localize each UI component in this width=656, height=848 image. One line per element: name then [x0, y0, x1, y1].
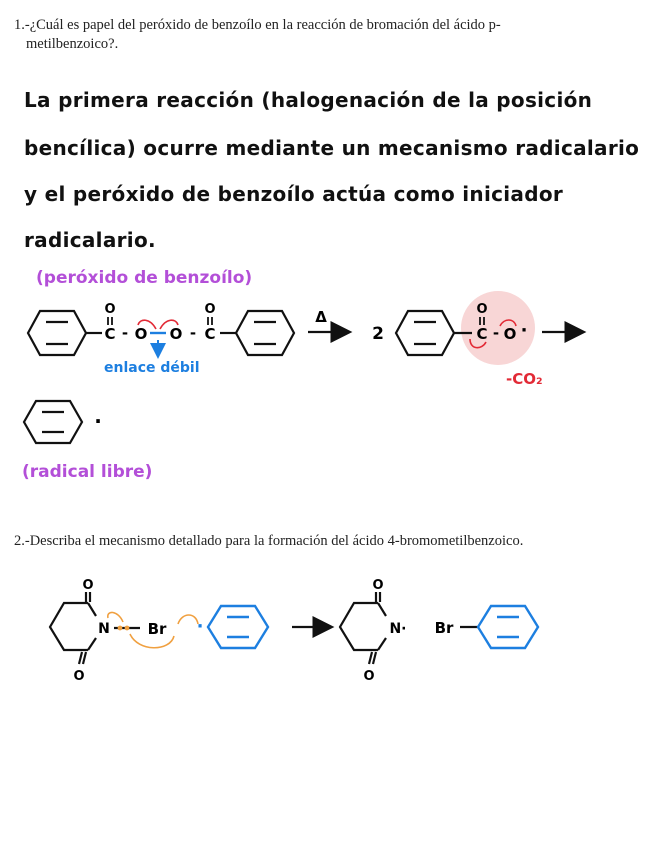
oxygen-1: O: [134, 325, 148, 343]
question-2: 2.-Describa el mecanismo detallado para la formación del ácido 4-bromometilbenzoico.: [14, 533, 524, 549]
imide-o-bottom-left: O: [73, 669, 85, 684]
bond-2: -: [189, 324, 197, 342]
weak-bond-label: enlace débil: [104, 360, 200, 376]
free-radical-label: (radical libre): [22, 462, 153, 482]
bromine-left: Br: [147, 620, 167, 638]
radical-dot-blue: ·: [196, 616, 204, 637]
benzene-ring-product: [396, 311, 454, 355]
bond-1: -: [121, 324, 129, 342]
peroxide-label: (peróxido de benzoílo): [36, 268, 253, 288]
answer-line-3: y el peróxido de benzoílo actúa como iniciador: [24, 182, 564, 206]
question-1-line-1: 1.-¿Cuál es papel del peróxido de benzoílo en la reacción de bromación del ácido p-: [14, 17, 501, 33]
radical-dot-product: ·: [520, 320, 528, 341]
carbon-right: C: [204, 325, 216, 343]
succinimide-ring-left: [50, 592, 96, 664]
imide-o-top-right: O: [372, 578, 384, 593]
nitrogen-left: N: [98, 621, 110, 637]
carbonyl-o-left: O: [104, 302, 116, 317]
imide-o-bottom-right: O: [363, 669, 375, 684]
phenyl-radical-ring: [24, 401, 82, 443]
oxygen-product: O: [503, 325, 517, 343]
bond-3: -: [492, 324, 500, 342]
heat-symbol: Δ: [315, 308, 327, 326]
bromine-right: Br: [434, 619, 454, 637]
carbonyl-o-right: O: [204, 302, 216, 317]
question-1-line-2: metilbenzoico?.: [26, 36, 119, 52]
co2-loss-label: -CO₂: [506, 370, 543, 388]
carbon-product: C: [476, 325, 488, 343]
oxygen-2: O: [169, 325, 183, 343]
phenyl-radical-dot: ·: [94, 409, 102, 433]
answer-line-4: radicalario.: [24, 228, 156, 252]
benzene-ring-left: [28, 311, 86, 355]
succinimide-ring-right: [340, 592, 386, 664]
carbon-left: C: [104, 325, 116, 343]
coefficient: 2: [372, 324, 384, 344]
benzene-ring-right: [236, 311, 294, 355]
answer-line-2: bencílica) ocurre mediante un mecanismo radicalario: [24, 136, 640, 160]
answer-line-1: La primera reacción (halogenación de la posición: [24, 88, 593, 112]
nitrogen-radical: N·: [389, 621, 407, 637]
radical-attack-arrow: [178, 615, 198, 624]
carbonyl-o-product: O: [476, 302, 488, 317]
blue-benzene-ring-right: [478, 606, 538, 648]
homolysis-arrow-1: [108, 612, 123, 622]
blue-benzene-ring-left: [208, 606, 268, 648]
imide-o-top-left: O: [82, 578, 94, 593]
